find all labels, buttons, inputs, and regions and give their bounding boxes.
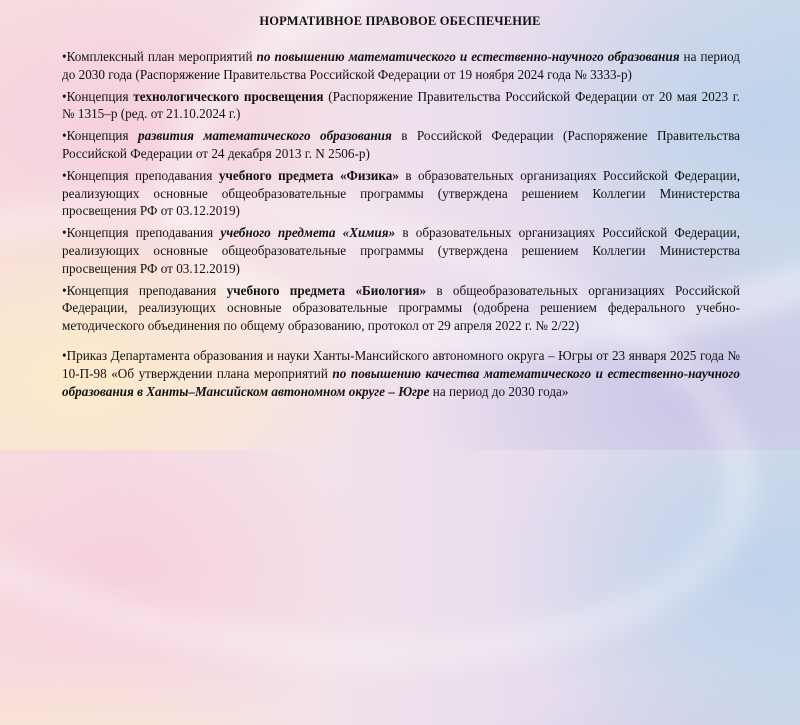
item-text: •Приказ Департамента образования и науки Ханты-Мансийского автономного округа – Югры от 23 января 2025 года № 10-П-98 «Об утверждении плана мероприятий [62,348,740,381]
emphasized-text: технологического просвещения [133,88,324,104]
item-text: •Концепция преподавания [62,225,221,241]
item-text: (Распоряжение Правительства Российской Федерации от 20 мая 2023 г. № 1315–р (ред. от 21.10.2024 г.) [62,88,741,122]
item-text: в образовательных организациях Российской Федерации, реализующих основные общеобразовательные программы (утверждена решением Коллегии Министерства просвещения РФ от 03.12.2019) [62,225,740,276]
item-text: на период до 2030 года (Распоряжение Правительства Российской Федерации от 19 ноября 2024 года № 3333-р) [62,49,740,82]
emphasized-text: по повышению математического и естественно-научного образования [256,49,680,64]
regulation-item [62,347,740,400]
item-text: •Концепция преподавания [62,168,219,184]
regulation-item [62,127,740,162]
regulation-item [62,224,740,277]
regulation-item [62,167,740,220]
item-text: в Российской Федерации (Распоряжение Правительства Российской Федерации от 24 декабря 2013 г. N 2506-р) [62,128,740,161]
item-text: •Концепция [62,128,139,144]
item-text: •Концепция преподавания [62,282,227,298]
emphasized-text: развития математического образования [138,128,392,144]
regulation-item [62,48,740,83]
emphasized-text: учебного предмета «Биология» [226,282,427,298]
item-text: в общеобразовательных организациях Российской Федерации, реализующих основные образовательные программы (одобрена решением федерального учебно-методического объединения по общему образованию, протокол от 29 апреля 2022 г. № 2/22) [62,282,740,333]
regulation-item [62,282,740,335]
emphasized-text: учебного предмета «Физика» [218,168,399,184]
emphasized-text: по повышению качества математического и естественно-научного образования в Ханты–Мансийском автономном округе – Югре [62,366,740,399]
item-text: на период до 2030 года» [429,383,569,399]
item-text: •Концепция [62,88,134,104]
regulation-item [62,88,740,123]
slide-title: НОРМАТИВНОЕ ПРАВОВОЕ ОБЕСПЕЧЕНИЕ [259,14,541,28]
item-text: в образовательных организациях Российской Федерации, реализующих основные общеобразовательные программы (утверждена решением Коллегии Министерства просвещения РФ от 03.12.2019) [62,168,741,219]
emphasized-text: учебного предмета «Химия» [220,225,396,241]
regulations-list [62,48,740,405]
item-text: •Комплексный план мероприятий [62,49,257,64]
